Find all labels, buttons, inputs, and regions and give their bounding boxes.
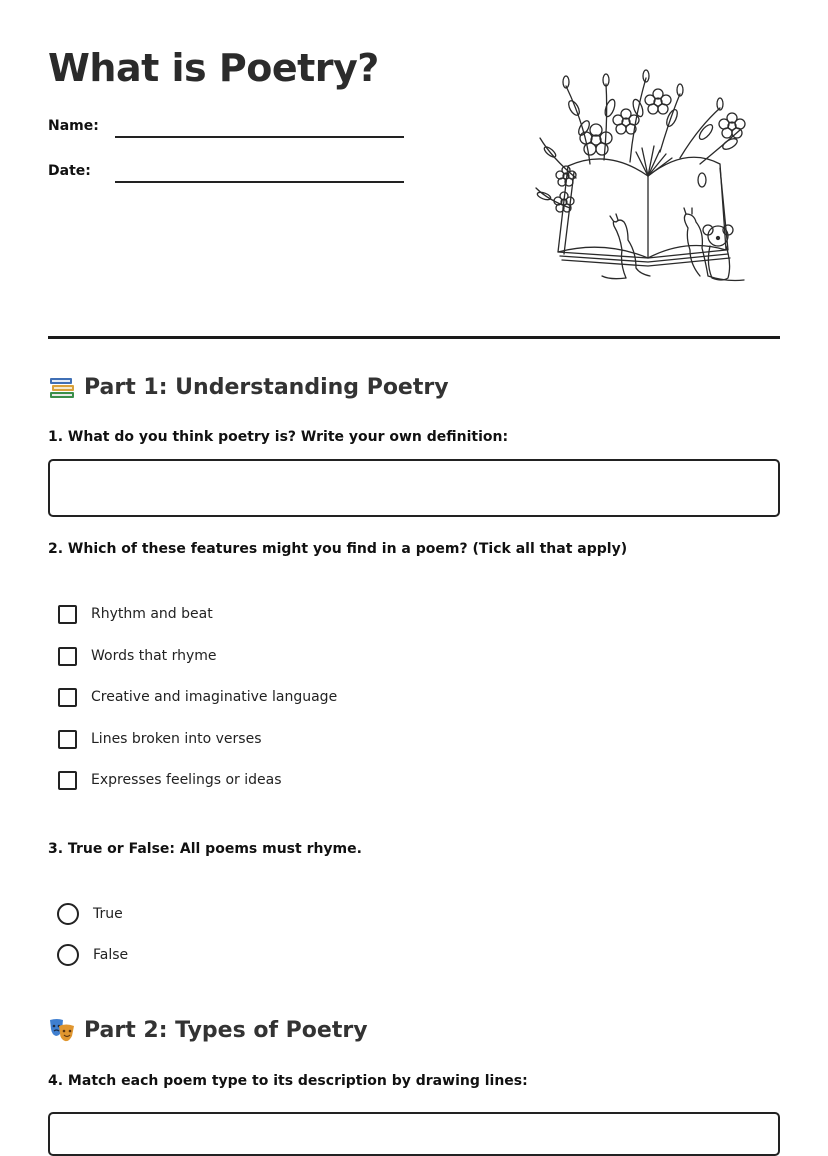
checkbox[interactable] [58, 647, 77, 666]
part2-heading [48, 1017, 368, 1043]
radio-button[interactable] [57, 903, 79, 925]
part2-title: Part 2: Types of Poetry [84, 1017, 368, 1043]
header-divider [48, 336, 780, 339]
name-label: Name: [48, 118, 99, 134]
question-3: 3. True or False: All poems must rhyme. [48, 841, 362, 857]
radio-option-false[interactable] [58, 943, 128, 967]
checkbox-option-verses[interactable] [58, 727, 262, 751]
checkbox-option-rhyme[interactable] [58, 644, 217, 668]
question-1: 1. What do you think poetry is? Write your own definition: [48, 429, 509, 445]
matching-activity-box[interactable] [48, 1112, 780, 1156]
checkbox[interactable] [58, 730, 77, 749]
name-field[interactable] [48, 118, 408, 144]
checkbox-label: Rhythm and beat [91, 606, 213, 622]
part1-title: Part 1: Understanding Poetry [84, 374, 449, 400]
part1-heading [48, 374, 449, 400]
definition-answer-box[interactable] [48, 459, 780, 517]
radio-option-true[interactable] [58, 902, 123, 926]
checkbox-label: Expresses feelings or ideas [91, 772, 282, 788]
radio-label: False [93, 947, 129, 963]
date-line[interactable] [115, 181, 404, 183]
date-label: Date: [48, 163, 91, 179]
question-4: 4. Match each poem type to its description by drawing lines: [48, 1073, 528, 1089]
question-2: 2. Which of these features might you find in a poem? (Tick all that apply) [48, 541, 628, 557]
radio-label: True [93, 906, 123, 922]
checkbox-option-feelings[interactable] [58, 768, 282, 792]
checkbox-label: Lines broken into verses [91, 731, 262, 747]
checkbox-option-creative-language[interactable] [58, 685, 337, 709]
book-flowers-illustration [530, 68, 756, 298]
checkbox[interactable] [58, 688, 77, 707]
checkbox-label: Creative and imaginative language [91, 689, 338, 705]
date-field[interactable] [48, 163, 408, 189]
theater-masks-emoji [48, 1017, 76, 1043]
page-title: What is Poetry? [48, 46, 379, 90]
name-line[interactable] [115, 136, 404, 138]
books-emoji [48, 374, 76, 400]
radio-button[interactable] [57, 944, 79, 966]
worksheet-page [48, 0, 780, 1118]
checkbox[interactable] [58, 771, 77, 790]
checkbox-label: Words that rhyme [91, 648, 217, 664]
checkbox[interactable] [58, 605, 77, 624]
checkbox-option-rhythm[interactable] [58, 602, 213, 626]
